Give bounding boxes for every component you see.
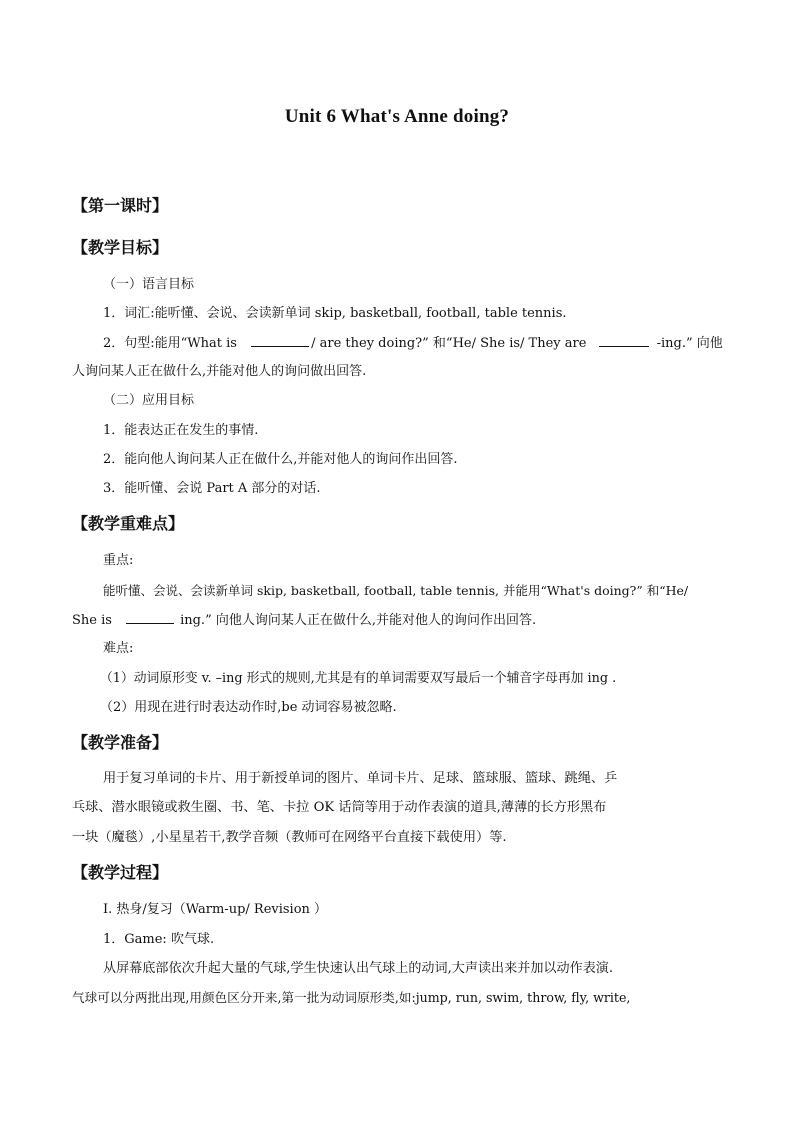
heading-goals: 【教学目标】	[72, 238, 169, 257]
key-label: 重点:	[103, 553, 134, 568]
page-title: Unit 6 What's Anne doing?	[284, 106, 510, 127]
heading-preparation: 【教学准备】	[72, 733, 169, 752]
key-text-continued	[72, 611, 536, 630]
goal-item-sentence-a: 2．句型:能用“What is	[103, 336, 237, 351]
goal-item-sentence	[103, 334, 723, 353]
key-text-b1: She is	[72, 613, 112, 628]
goal-item-sentence-c: -ing.” 向他	[656, 336, 723, 351]
fill-blank	[251, 334, 309, 347]
difficulty-label: 难点:	[103, 641, 134, 656]
heading-process: 【教学过程】	[72, 863, 169, 882]
goal-item-sentence-continued: 人询问某人正在做什么,并能对他人的询问做出回答.	[72, 364, 367, 379]
application-item-2: 2．能向他人询问某人正在做什么,并能对他人的询问作出回答.	[103, 452, 458, 467]
language-goal-label: （一）语言目标	[103, 277, 195, 292]
difficulty-item-1: （1）动词原形变 v. –ing 形式的规则,尤其是有的单词需要双写最后一个辅音字母再加 ing .	[100, 671, 617, 686]
application-item-1: 1．能表达正在发生的事情.	[103, 423, 259, 438]
process-text-2: 气球可以分两批出现,用颜色区分开来,第一批为动词原形类,如:jump, run, swim, throw, fly, write,	[72, 990, 631, 1005]
heading-key-points: 【教学重难点】	[72, 514, 185, 533]
goal-item-vocabulary: 1．词汇:能听懂、会说、会读新单词 skip, basketball, football, table tennis.	[103, 306, 567, 321]
application-item-3: 3．能听懂、会说 Part A 部分的对话.	[103, 481, 321, 496]
key-text: 能听懂、会说、会读新单词 skip, basketball, football, table tennis, 并能用“What's doing?” 和“He/	[103, 583, 689, 598]
preparation-line-2: 乓球、潜水眼镜或救生圈、书、笔、卡拉 OK 话筒等用于动作表演的道具,薄薄的长方形黑布	[72, 800, 607, 815]
key-text-b2: ing.” 向他人询问某人正在做什么,并能对他人的询问作出回答.	[180, 613, 537, 628]
process-text-1: 从屏幕底部依次升起大量的气球,学生快速认出气球上的动词,大声读出来并加以动作表演.	[103, 961, 614, 976]
fill-blank	[126, 611, 174, 624]
fill-blank	[599, 334, 649, 347]
preparation-line-1: 用于复习单词的卡片、用于新授单词的图片、单词卡片、足球、篮球服、篮球、跳绳、乒	[103, 771, 618, 786]
process-game: 1．Game: 吹气球.	[103, 932, 215, 947]
difficulty-item-2: （2）用现在进行时表达动作时,be 动词容易被忽略.	[100, 700, 397, 715]
preparation-line-3: 一块（魔毯）,小星星若干,教学音频（教师可在网络平台直接下载使用）等.	[72, 830, 507, 845]
goal-item-sentence-b: / are they doing?” 和“He/ She is/ They are	[311, 336, 587, 351]
application-goal-label: （二）应用目标	[103, 393, 195, 408]
heading-lesson: 【第一课时】	[72, 196, 169, 215]
process-step-1: I. 热身/复习（Warm-up/ Revision ）	[103, 902, 328, 917]
